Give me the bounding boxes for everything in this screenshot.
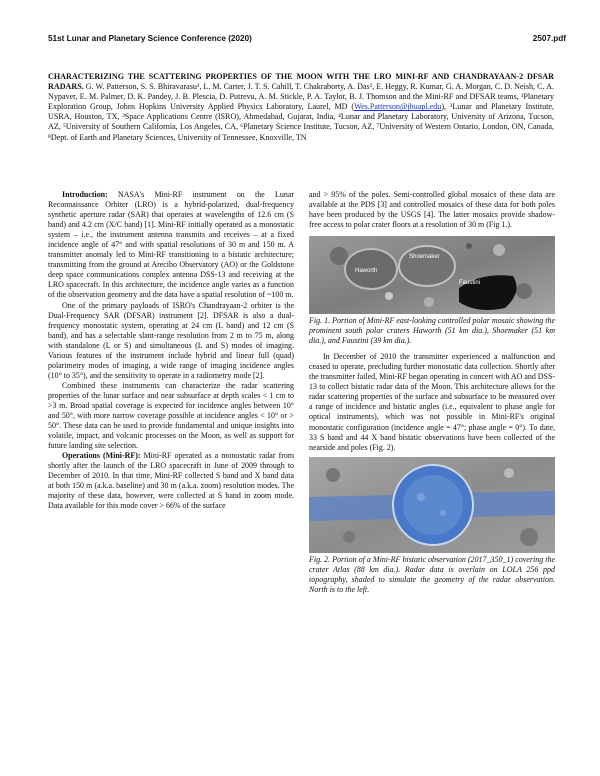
figure-2 bbox=[309, 457, 555, 553]
ops-heading: Operations (Mini-RF): bbox=[62, 451, 141, 461]
polar-mosaic-image bbox=[309, 236, 555, 314]
fig1-label-faustini: Faustini bbox=[459, 280, 481, 287]
left-column bbox=[48, 190, 294, 512]
ops-paragraph-1 bbox=[48, 451, 294, 511]
figure-2-caption: Fig. 2. Portion of a Mini-RF bistatic observation (2017_350_1) covering the crater Atlas (88 km dia.). Radar data is overlain on LOLA 256 ppd topography, shaded to simulate the geometry of the radar observation. North is to the left. bbox=[309, 554, 555, 594]
conference-header: 51st Lunar and Planetary Science Conference (2020) bbox=[48, 34, 252, 43]
fig1-label-shoemaker: Shoemaker bbox=[409, 254, 440, 261]
figure-1-caption: Fig. 1. Portion of Mini-RF east-looking controlled polar mosaic showing the prominent south polar craters Haworth (51 km dia.), Shoemaker (51 km dia.), and Faustini (39 km dia.). bbox=[309, 316, 555, 346]
title-block bbox=[48, 72, 554, 143]
ops-paragraph-2: In December of 2010 the transmitter experienced a malfunction and ceased to operate, precluding further monostatic data collection. Shortly after the transmitter failed, Mini-RF began operating in concert with AO and DSS-13 to collect bistatic radar data of the Moon. This architecture allows for the radar scattering properties of the surface and subsurface to be measured over a range of incidence and bistatic angles (i.e., equivalent to phase angle for optical instruments), which was not possible in Mini-RF's original monostatic configuration (incidence angle = 47°; phase angle = 0°). To date, 33 S band and 44 X band bistatic observations have been collected of the nearside and poles (Fig. 2). bbox=[309, 352, 556, 452]
intro-paragraph-2: One of the primary payloads of ISRO's Chandrayaan-2 orbiter is the Dual-Frequency SAR (DFSAR) instrument [2]. DFSAR is also a dual-frequency monostatic system, operating at 24 cm (L band) and 12 cm (S band), and has a selectable slant-range resolution from 2 m to 75 m, along with standalone (L or S) and simultaneous (L and S) modes of imaging. Various features of the instrument include hybrid and linear full (quad) polarimetry modes of imaging, a wide range of imaging incidence angles (10° to 35°), and the sensitivity to operate in a radiometry mode [2]. bbox=[48, 300, 294, 380]
intro-text-1: NASA's Mini-RF instrument on the Lunar Reconnaissance Orbiter (LRO) is a hybrid-polarized, dual-frequency synthetic aperture radar (SAR) that operates at wavelengths of 12.6 cm (S band) and 4.2 cm (X/C band) [1]. Mini-RF initially operated as a monostatic system – i.e., the instrument antenna transmits and receives – at a fixed incidence angle of 47° and with spatial resolutions of 30 m and 150 m. A transmitter anomaly led to Mini-RF transitioning to a bistatic architecture; transmitting from the ground at Arecibo Observatory (AO) or the Goldstone deep space communications complex antenna DSS-13 and receiving at the LRO spacecraft. In this architecture, the incidence angle varies as a function of the observation geometry and the data have a spatial resolution of ~100 m. bbox=[48, 190, 295, 300]
intro-paragraph-3: Combined these instruments can characterize the radar scattering properties of the lunar surface and near subsurface at depth scales < 1 cm to >3 m. Broad spatial coverage is expected for incidence angles between 10° and 50°, with more narrow coverage possible at incidence angles < 10° or > 50°. These data can be used to provide fundamental and unique insights into volatile, impact, and volcanic processes on the Moon, as well as support for future landing site selection. bbox=[48, 380, 294, 451]
intro-paragraph-1 bbox=[48, 190, 294, 301]
right-column bbox=[309, 190, 555, 601]
fig1-label-haworth: Haworth bbox=[355, 268, 378, 275]
author-list: G. W. Patterson, S. S. Bhiravarasu², L. M. Carter, J. T. S. Cahill, T. Chakraborty, A. Das², E. Heggy, R. Kumar, G. A. Morgan, C. D. Neish, C. A. Nypaver, E. M. Palmer, D. K. Pandey, J. B. Plescia, D. Putrevu, A. M. Stickle, P. A. Taylor, B. J. Thomson and the Mini-RF and DFSAR teams, ¹Planetary Exploration Group, Johns Hopkins University Applied Physics Laboratory, Laurel, MD ( bbox=[48, 82, 554, 112]
paper-id: 2507.pdf bbox=[532, 34, 566, 43]
continued-paragraph: and > 95% of the poles. Semi-controlled global mosaics of these data are available at the PDS [3] and controlled mosaics of these data for both poles have been produced by the USGS [4]. The latter mosaics provide shadow-free access to polar crater floors at a resolution of 30 m (Fig 1.). bbox=[309, 190, 555, 230]
ops-text-1: Mini-RF operated as a monostatic radar from shortly after the launch of the LRO spacecraft in June of 2009 through to December of 2010. In that time, Mini-RF collected S band and X band data at both 150 m (a.k.a. baseline) and 30 m (a.k.a. zoom) resolution modes. The majority of these data, however, were collected at S band in zoom mode. Data available for this mode cover > 66% of the surface bbox=[48, 451, 295, 511]
paper-title: CHARACTERIZING THE SCATTERING PROPERTIES OF THE MOON WITH THE LRO MINI-RF AND CHANDRAYAAN-2 DFSAR RADARS. bbox=[48, 72, 554, 92]
bistatic-observation-image bbox=[309, 457, 555, 553]
figure-1 bbox=[309, 236, 555, 314]
intro-heading: Introduction: bbox=[62, 190, 108, 199]
email-link[interactable]: Wes.Patterson@jhuapl.edu bbox=[354, 102, 442, 112]
affiliations: ), ²Lunar and Planetary Institute, USRA, Houston, TX, ³Space Applications Centre (ISRO), Ahmedabad, Gujarat, India, ⁴Lunar and Planetary Laboratory, University of Arizona, Tucson, AZ, ⁵University of Southern California, Los Angeles, CA, ⁶Planetary Science Institute, Tucson, AZ, ⁷University of Western Ontario, London, ON, Canada, ⁸Dept. of Earth and Planetary Sciences, University of Tennessee, Knoxville, TN bbox=[48, 102, 554, 142]
